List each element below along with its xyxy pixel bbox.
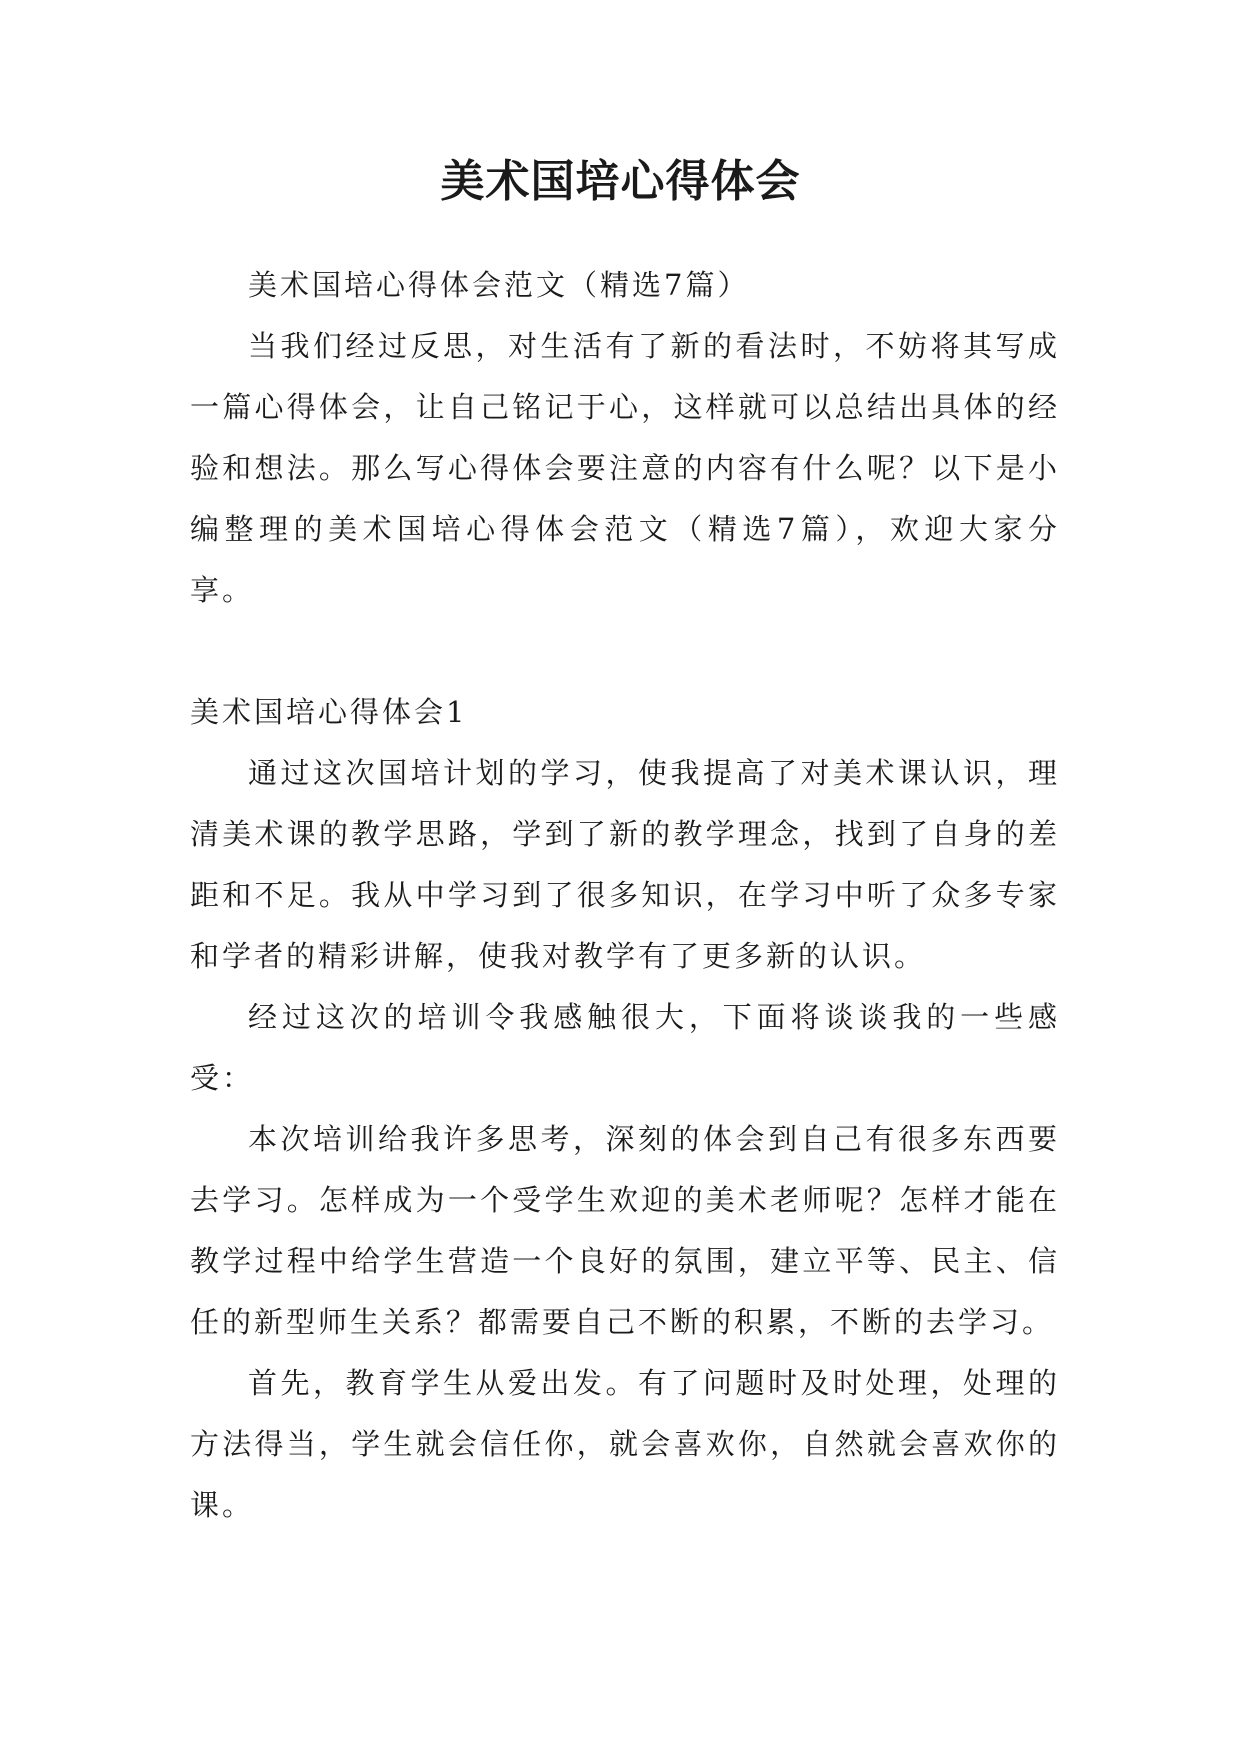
document-body	[190, 255, 1060, 1536]
section-paragraph-4: 首先，教育学生从爱出发。有了问题时及时处理，处理的方法得当，学生就会信任你，就会喜欢你，自然就会喜欢你的课。	[190, 1366, 1060, 1522]
section-heading: 美术国培心得体会1	[190, 695, 468, 729]
section-paragraph-2: 经过这次的培训令我感触很大，下面将谈谈我的一些感受：	[190, 1000, 1060, 1095]
intro-subtitle: 美术国培心得体会范文（精选7篇）	[248, 268, 750, 302]
section-paragraph-1: 通过这次国培计划的学习，使我提高了对美术课认识，理清美术课的教学思路，学到了新的教学理念，找到了自身的差距和不足。我从中学习到了很多知识，在学习中听了众多专家和学者的精彩讲解，使我对教学有了更多新的认识。	[190, 756, 1060, 973]
intro-paragraph: 当我们经过反思，对生活有了新的看法时，不妨将其写成一篇心得体会，让自己铭记于心，这样就可以总结出具体的经验和想法。那么写心得体会要注意的内容有什么呢？以下是小编整理的美术国培心得体会范文（精选7篇），欢迎大家分享。	[190, 329, 1060, 607]
document-title: 美术国培心得体会	[440, 156, 801, 207]
section-paragraph-3: 本次培训给我许多思考，深刻的体会到自己有很多东西要去学习。怎样成为一个受学生欢迎的美术老师呢？怎样才能在教学过程中给学生营造一个良好的氛围，建立平等、民主、信任的新型师生关系？都需要自己不断的积累，不断的去学习。	[190, 1122, 1060, 1339]
section-spacer	[190, 621, 1060, 682]
